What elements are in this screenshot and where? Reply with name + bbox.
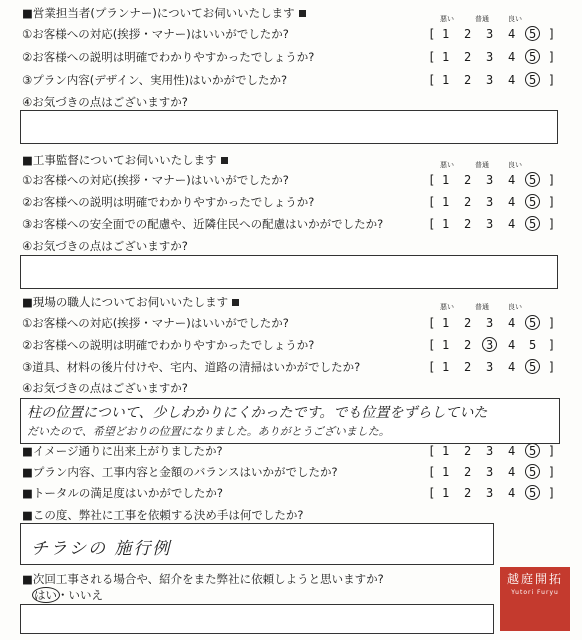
rating-scale[interactable]: [ 1 2 3 4 5 ] <box>428 444 556 458</box>
question-text: ■トータルの満足度はいかがでしたか? <box>22 486 223 500</box>
logo-subtext: Yutori Furyu <box>511 589 559 596</box>
next-request-box[interactable] <box>20 604 494 634</box>
question-text: ①お客様への対応(挨拶・マナー)はいいがでしたか? <box>22 316 289 330</box>
question-text: ③お客様への安全面での配慮や、近隣住民への配慮はいかがでしたか? <box>22 217 384 231</box>
answer-circle <box>525 464 540 479</box>
answer-circle <box>525 72 540 87</box>
scale-label-bad: 悪い <box>440 15 454 23</box>
selected-circle <box>32 587 60 603</box>
scale-label-bad: 悪い <box>440 303 454 311</box>
rating-scale[interactable]: [ 1 2 3 4 5 ] <box>428 173 556 187</box>
question-text: ①お客様への対応(挨拶・マナー)はいいがでしたか? <box>22 27 289 41</box>
answer-circle <box>525 49 540 64</box>
rating-scale[interactable]: [ 1 2 3 4 5 ] <box>428 338 556 352</box>
next-request-options[interactable]: はい・いいえ <box>34 588 103 602</box>
question-text: ①お客様への対応(挨拶・マナー)はいいがでしたか? <box>22 173 289 187</box>
next-request-prompt: ■次回工事される場合や、紹介をまた弊社に依頼しようと思いますか? <box>22 572 384 586</box>
deciding-factor-prompt: ■この度、弊社に工事を依頼する決め手は何でしたか? <box>22 508 304 522</box>
logo-text: 越庭開拓 <box>506 572 563 586</box>
rating-scale[interactable]: [ 1 2 3 4 5 ] <box>428 195 556 209</box>
comment-box-supervisor[interactable] <box>20 255 558 289</box>
handwritten-comment-line1: 柱の位置について、少しわかりにくかったです。でも位置をずらしていた <box>27 405 488 421</box>
question-text: ■イメージ通りに出来上がりましたか? <box>22 444 223 458</box>
section-title-craftsmen: ■現場の職人についてお伺いいたします <box>22 295 239 309</box>
scale-label-good: 良い <box>508 15 522 23</box>
answer-circle <box>525 26 540 41</box>
rating-scale[interactable]: [ 1 2 3 4 5 ] <box>428 27 556 41</box>
section-title-supervisor: ■工事監督についてお伺いいたします <box>22 153 228 167</box>
option-no[interactable]: いいえ <box>68 588 103 602</box>
rating-scale[interactable]: [ 1 2 3 4 5 ] <box>428 465 556 479</box>
comment-box-sales[interactable] <box>20 110 558 144</box>
answer-circle <box>525 216 540 231</box>
handwritten-comment-line2: だいたので、希望どおりの位置になりました。ありがとうございました。 <box>27 425 390 438</box>
question-text: ②お客様への説明は明確でわかりやすかったでしょうか? <box>22 195 315 209</box>
question-text: ■プラン内容、工事内容と金額のバランスはいかがでしたか? <box>22 465 338 479</box>
scale-label-normal: 普通 <box>475 303 489 311</box>
answer-circle <box>525 194 540 209</box>
answer-circle <box>525 315 540 330</box>
comment-prompt: ④お気づきの点はございますか? <box>22 239 188 253</box>
scale-label-normal: 普通 <box>475 161 489 169</box>
answer-circle <box>525 359 540 374</box>
scale-label-bad: 悪い <box>440 161 454 169</box>
answer-circle <box>525 485 540 500</box>
question-text: ②お客様への説明は明確でわかりやすかったでしょうか? <box>22 50 315 64</box>
comment-prompt: ④お気づきの点はございますか? <box>22 95 188 109</box>
scale-label-good: 良い <box>508 161 522 169</box>
rating-scale[interactable]: [ 1 2 3 4 5 ] <box>428 360 556 374</box>
answer-circle <box>525 172 540 187</box>
rating-scale[interactable]: [ 1 2 3 4 5 ] <box>428 73 556 87</box>
question-text: ③プラン内容(デザイン、実用性)はいかがでしたか? <box>22 73 288 87</box>
question-text: ③道具、材料の後片付けや、宅内、道路の清掃はいかがでしたか? <box>22 360 361 374</box>
answer-circle <box>525 443 540 458</box>
deciding-factor-box[interactable] <box>20 523 494 565</box>
rating-scale[interactable]: [ 1 2 3 4 5 ] <box>428 316 556 330</box>
rating-scale[interactable]: [ 1 2 3 4 5 ] <box>428 217 556 231</box>
rating-scale[interactable]: [ 1 2 3 4 5 ] <box>428 486 556 500</box>
answer-circle <box>482 337 497 352</box>
scale-label-normal: 普通 <box>475 15 489 23</box>
scale-label-good: 良い <box>508 303 522 311</box>
option-yes[interactable]: はい <box>34 588 57 602</box>
comment-box-craftsmen[interactable] <box>20 398 560 444</box>
handwritten-deciding-factor: チラシの 施行例 <box>31 539 172 559</box>
rating-scale[interactable]: [ 1 2 3 4 5 ] <box>428 50 556 64</box>
company-logo <box>500 567 570 631</box>
comment-prompt: ④お気づきの点はございますか? <box>22 381 188 395</box>
question-text: ②お客様への説明は明確でわかりやすかったでしょうか? <box>22 338 315 352</box>
section-title-sales: ■営業担当者(プランナー)についてお伺いいたします <box>22 6 306 20</box>
